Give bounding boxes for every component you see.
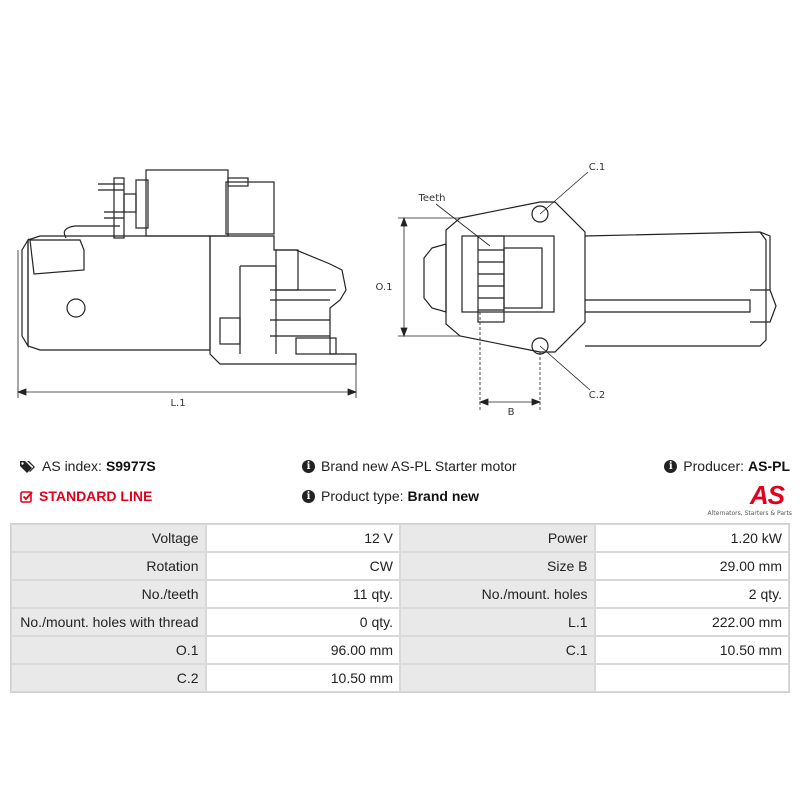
info-icon: i xyxy=(302,490,315,503)
front-view xyxy=(424,202,776,354)
spec-value: 10.50 mm xyxy=(206,664,401,692)
table-row xyxy=(11,552,789,580)
spec-key: No./mount. holes xyxy=(400,580,595,608)
description-text: Brand new AS-PL Starter motor xyxy=(321,458,517,474)
tags-icon xyxy=(20,460,36,473)
specs-table xyxy=(10,523,790,693)
l1-label: L.1 xyxy=(170,398,186,409)
spec-value: 29.00 mm xyxy=(595,552,790,580)
starter-motor-diagram xyxy=(0,140,800,440)
spec-key: O.1 xyxy=(11,636,206,664)
as-index xyxy=(20,458,156,474)
table-row xyxy=(11,580,789,608)
side-view xyxy=(22,170,356,364)
producer-value: AS-PL xyxy=(748,458,790,474)
product-type xyxy=(302,488,479,504)
spec-value xyxy=(595,664,790,692)
spec-value: 96.00 mm xyxy=(206,636,401,664)
as-index-value: S9977S xyxy=(105,458,156,474)
spec-value: 222.00 mm xyxy=(595,608,790,636)
spec-key: C.1 xyxy=(400,636,595,664)
as-pl-logo xyxy=(702,480,792,520)
producer-label: Producer: xyxy=(683,458,744,474)
spec-value: 1.20 kW xyxy=(595,524,790,552)
spec-key: Size B xyxy=(400,552,595,580)
logo-word: AS xyxy=(749,480,784,510)
product-type-label: Product type: xyxy=(321,488,404,504)
c2-label: C.2 xyxy=(588,390,606,401)
spec-key: Voltage xyxy=(11,524,206,552)
b-label: B xyxy=(507,407,515,418)
c1-label: C.1 xyxy=(588,162,606,173)
spec-key xyxy=(400,664,595,692)
info-icon: i xyxy=(302,460,315,473)
product-info xyxy=(0,455,800,520)
product-type-value: Brand new xyxy=(407,488,480,504)
spec-key: Rotation xyxy=(11,552,206,580)
spec-value: 2 qty. xyxy=(595,580,790,608)
spec-value: CW xyxy=(206,552,401,580)
table-row xyxy=(11,636,789,664)
description xyxy=(302,458,517,474)
spec-value: 10.50 mm xyxy=(595,636,790,664)
standard-line-text: STANDARD LINE xyxy=(39,488,153,504)
spec-value: 11 qty. xyxy=(206,580,401,608)
spec-key: No./teeth xyxy=(11,580,206,608)
teeth-label: Teeth xyxy=(418,193,446,204)
table-row xyxy=(11,664,789,692)
spec-value: 12 V xyxy=(206,524,401,552)
spec-key: C.2 xyxy=(11,664,206,692)
standard-line xyxy=(20,488,152,504)
check-square-icon xyxy=(20,490,33,503)
b-dimension xyxy=(480,312,540,410)
spec-key: L.1 xyxy=(400,608,595,636)
spec-key: No./mount. holes with thread xyxy=(11,608,206,636)
spec-value: 0 qty. xyxy=(206,608,401,636)
technical-drawing xyxy=(0,140,800,440)
as-index-label: AS index: xyxy=(42,458,102,474)
o1-label: O.1 xyxy=(375,282,393,293)
info-icon: i xyxy=(664,460,677,473)
producer xyxy=(664,458,790,474)
spec-key: Power xyxy=(400,524,595,552)
l1-dimension xyxy=(18,250,356,398)
leaders xyxy=(436,172,590,390)
o1-dimension xyxy=(398,218,460,336)
logo-tagline: Alternators, Starters & Parts xyxy=(707,510,792,517)
table-row xyxy=(11,524,789,552)
table-row xyxy=(11,608,789,636)
